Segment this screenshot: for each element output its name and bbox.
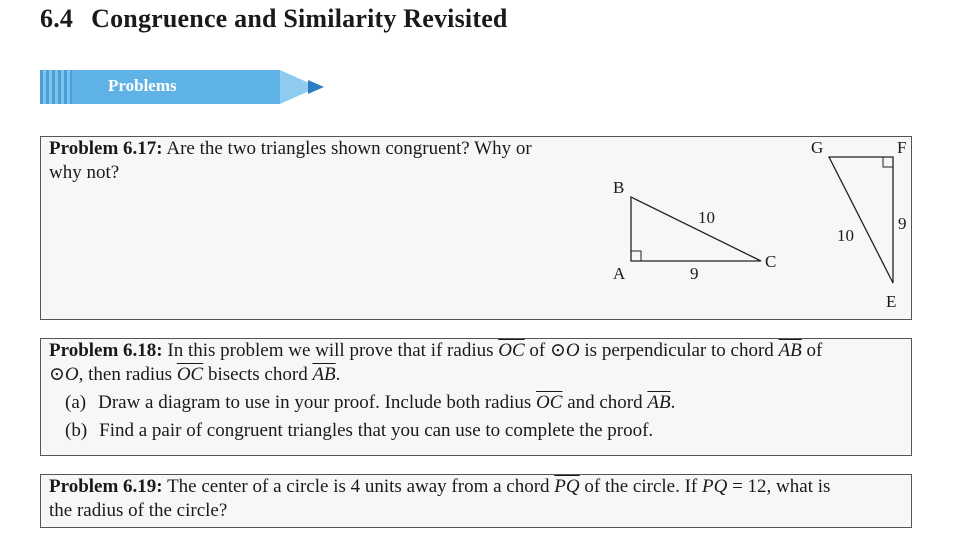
triangle-gfe [829,157,893,283]
side-bc-label: 10 [698,208,715,227]
segment-pq: $\overline{PQ}$ [554,476,580,497]
vertex-e: E [886,292,897,311]
pencil-tip-icon [308,80,324,94]
problem-text [49,339,905,443]
part-a [65,391,905,415]
text-segment: is perpendicular to chord [584,340,774,361]
segment-oc: $\overline{OC}$ [498,340,525,361]
segment-ab: $\overline{AB}$ [778,340,802,361]
problem-id: Problem 6.18: [49,340,163,361]
section-heading [40,4,508,34]
text-segment: of [529,340,546,361]
text-segment: of the circle. If [584,476,698,497]
side-ac-label: 9 [690,264,699,283]
text-segment: The center of a circle is 4 units away from a chord [167,476,550,497]
problem-line1: Are the two triangles shown congruent? Why or [166,138,532,159]
side-ge-label: 10 [837,226,854,245]
length-pq: PQ [702,476,728,497]
side-fe-label: 9 [898,214,907,233]
banner-label: Problems [108,76,177,95]
text-segment: In this problem we will prove that if radius [167,340,494,361]
problems-banner [40,70,330,104]
text-segment: . [335,364,341,385]
vertex-a: A [613,264,626,283]
problem-6-19 [40,474,912,528]
text-segment: bisects chord [207,364,308,385]
segment-ab: $\overline{AB}$ [312,364,336,385]
problem-id: Problem 6.17: [49,138,163,159]
triangle-abc [631,197,761,261]
part-tag: (a) [65,392,87,413]
text-segment: . [670,392,676,413]
vertex-b: B [613,178,625,197]
text-segment: , then radius [78,364,173,385]
segment-oc: $\overline{OC}$ [176,364,204,385]
text-segment: Find a pair of congruent triangles that you can use to complete the proof. [99,420,654,441]
part-b [65,419,905,443]
right-angle-marker-a [631,251,641,261]
triangles-figure [41,137,911,319]
vertex-f: F [897,138,907,157]
text-segment: and chord [567,392,643,413]
text-segment: of [806,340,823,361]
problem-id: Problem 6.19: [49,476,163,497]
text-segment: the radius of the circle? [49,500,228,521]
part-tag: (b) [65,420,88,441]
circle-o: ⊙O [49,364,79,385]
problem-6-18 [40,338,912,456]
segment-oc: $\overline{OC}$ [536,392,563,413]
circle-o: ⊙O [549,340,580,361]
section-number: 6.4 [40,4,74,33]
vertex-g: G [811,138,824,157]
text-segment: Draw a diagram to use in your proof. Include both radius [98,392,532,413]
pencil-eraser [40,70,72,104]
right-angle-marker-f [883,157,893,167]
problem-text [49,475,905,523]
vertex-c: C [765,252,777,271]
segment-ab: $\overline{AB}$ [647,392,671,413]
problem-6-17 [40,136,912,320]
text-segment: = 12, what is [732,476,831,497]
section-title: Congruence and Similarity Revisited [91,4,508,33]
problem-line2: why not? [49,162,120,183]
